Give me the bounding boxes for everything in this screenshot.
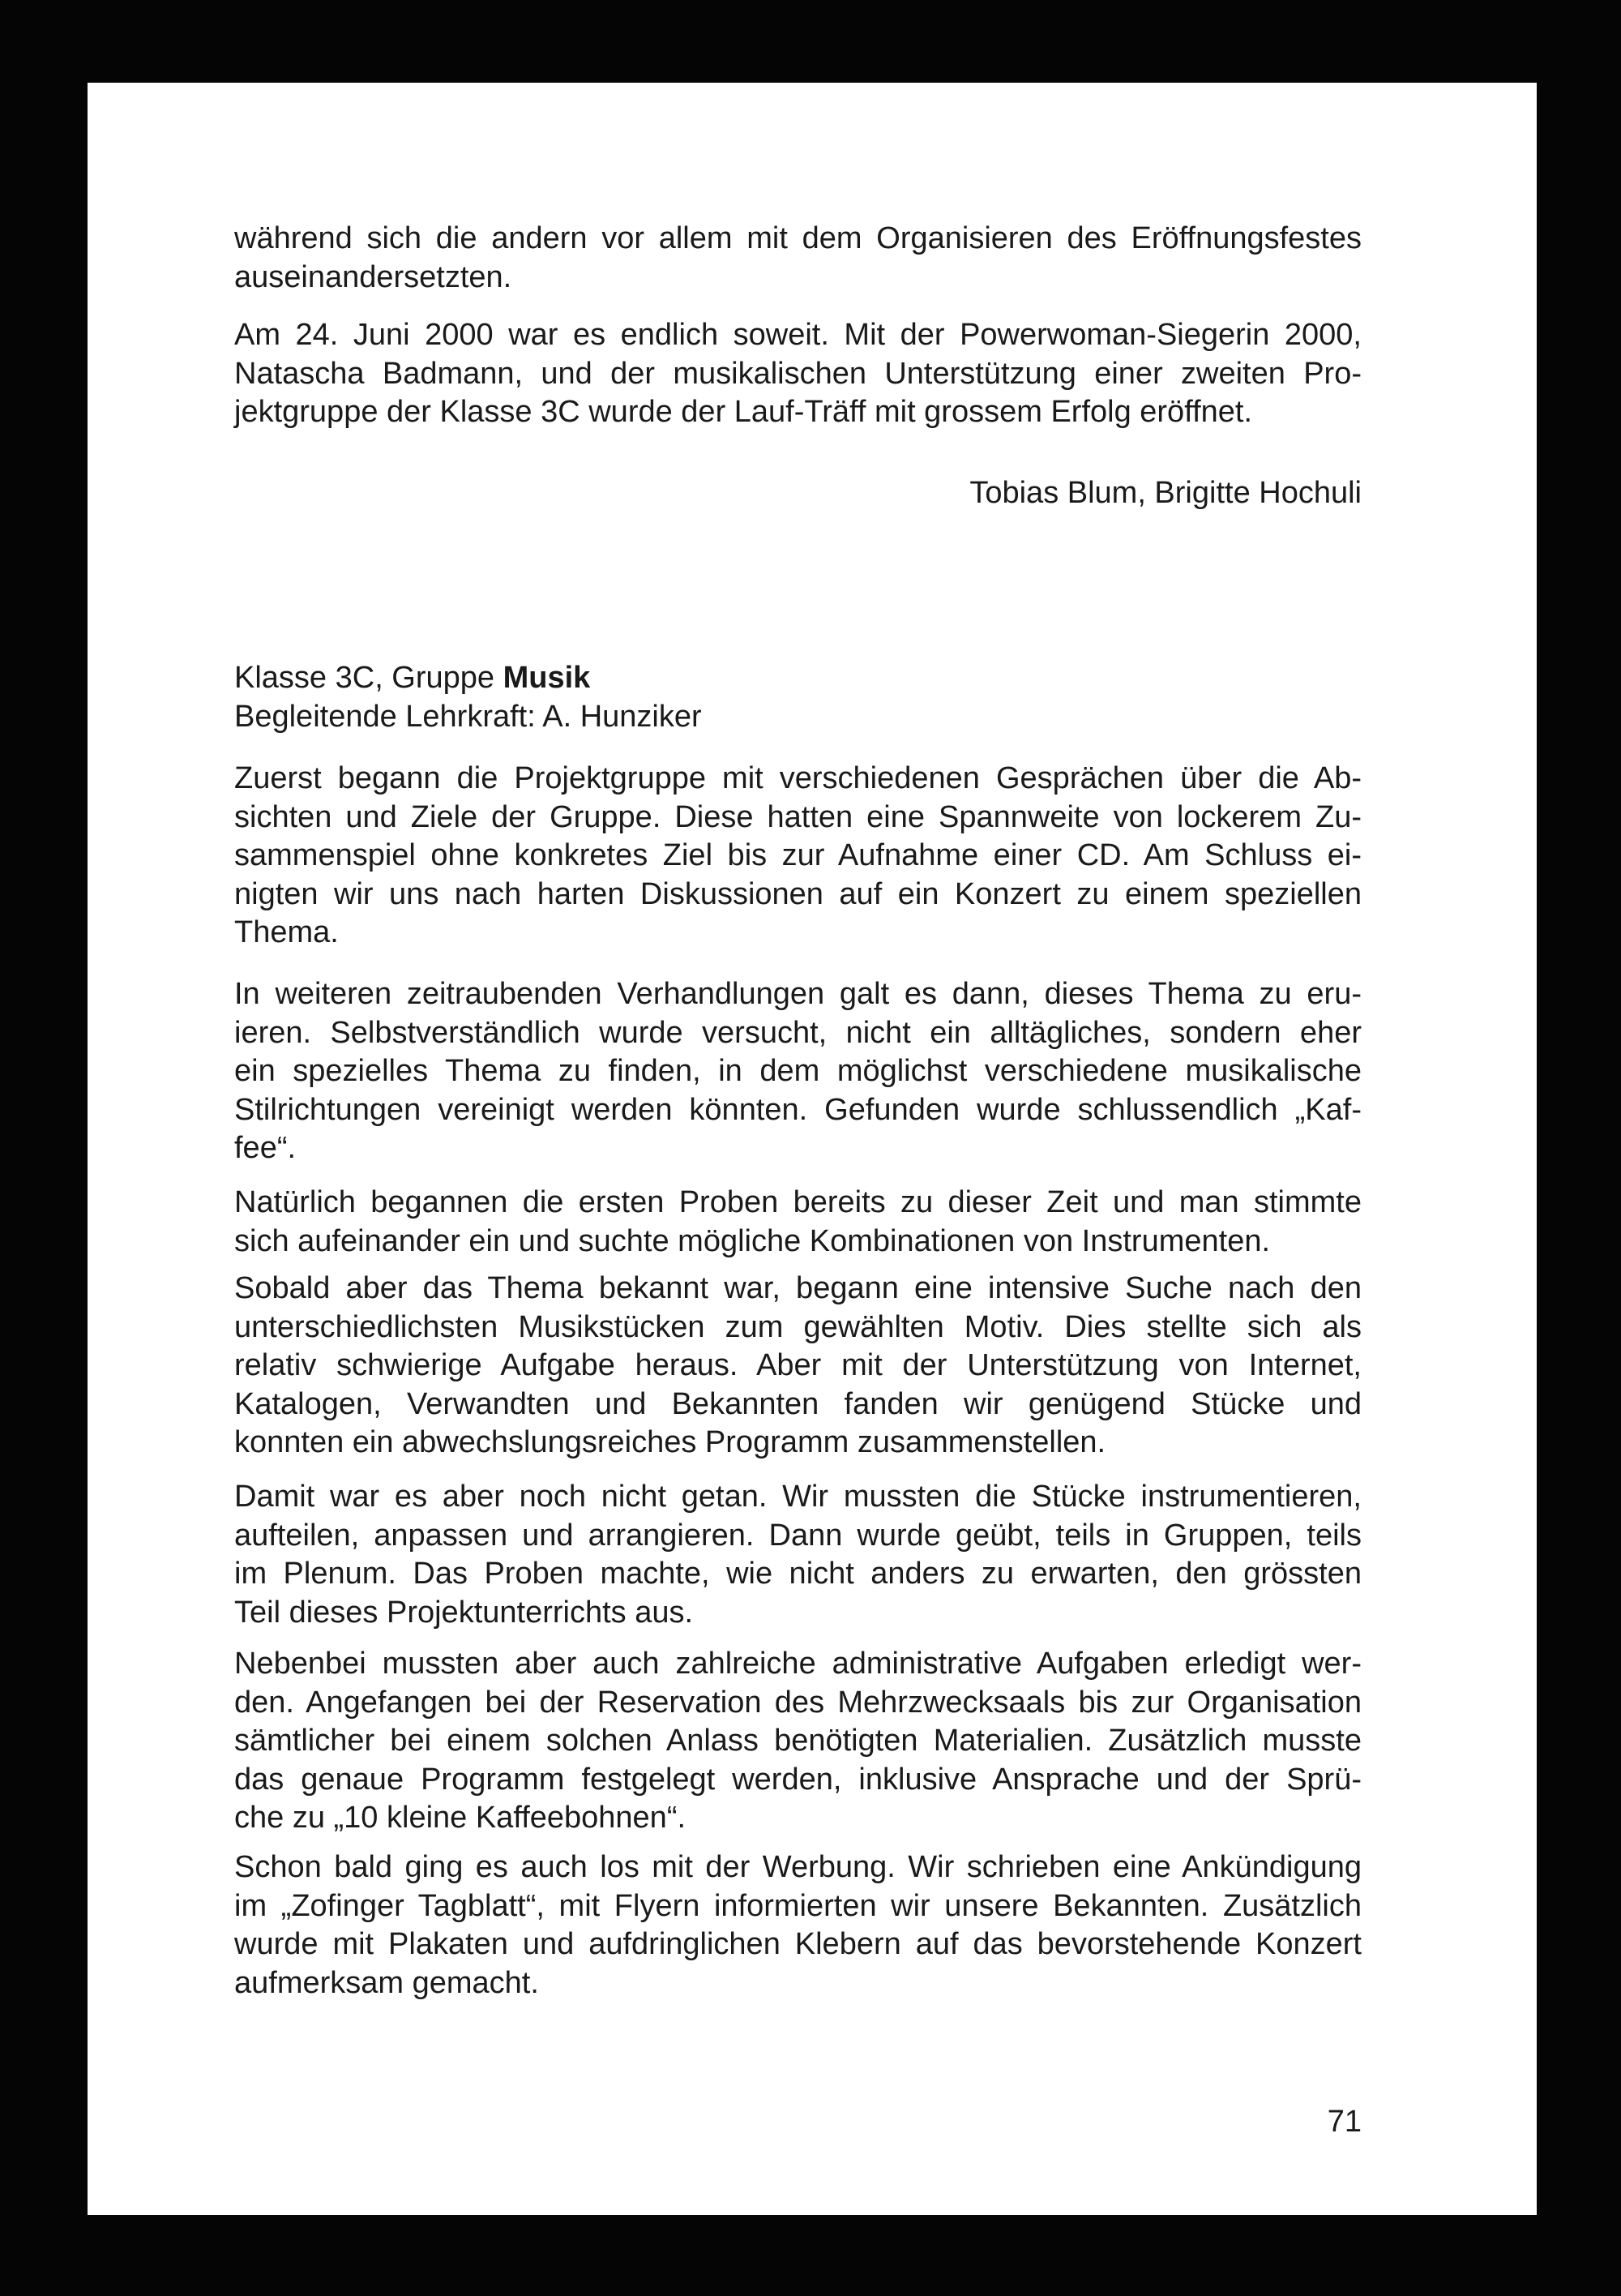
text-line: Am 24. Juni 2000 war es endlich soweit. Mit der Powerwoman-Siegerin 2000, bbox=[234, 318, 1362, 352]
page-number bbox=[234, 2103, 1362, 2142]
text-line: im „Zofinger Tagblatt“, mit Flyern informierten wir unsere Bekannten. Zusätzlich bbox=[234, 1888, 1362, 1923]
text-line: ein spezielles Thema zu finden, in dem möglichst verschiedene musikalische bbox=[234, 1054, 1362, 1088]
text-line: Nebenbei mussten aber auch zahlreiche administrative Aufgaben erledigt wer- bbox=[234, 1647, 1362, 1681]
text-line: Teil dieses Projektunterrichts aus. bbox=[234, 1595, 694, 1630]
text-line: den. Angefangen bei der Reservation des Mehrzwecksaals bis zur Organisation bbox=[234, 1685, 1362, 1720]
text-line: sammenspiel ohne konkretes Ziel bis zur Aufnahme einer CD. Am Schluss ei- bbox=[234, 838, 1362, 872]
text-line: Katalogen, Verwandten und Bekannten fanden wir genügend Stücke und bbox=[234, 1386, 1362, 1421]
text-line: Thema. bbox=[234, 915, 339, 949]
section-title-bold: Musik bbox=[503, 661, 591, 695]
section-title-prefix: Klasse 3C, Gruppe bbox=[234, 661, 503, 695]
text-line: Damit war es aber noch nicht getan. Wir mussten die Stücke instrumentieren, bbox=[234, 1480, 1362, 1514]
paragraph-intro-2 bbox=[234, 316, 1362, 432]
paragraph bbox=[234, 760, 1362, 953]
text-line: aufteilen, anpassen und arrangieren. Dann wurde geübt, teils in Gruppen, teils bbox=[234, 1518, 1362, 1553]
text-line: sichten und Ziele der Gruppe. Diese hatten eine Spannweite von lockerem Zu- bbox=[234, 799, 1362, 834]
text-line: che zu „10 kleine Kaffeebohnen“. bbox=[234, 1801, 686, 1835]
text-line: fee“. bbox=[234, 1131, 297, 1165]
signature-text: Tobias Blum, Brigitte Hochuli bbox=[969, 476, 1362, 510]
text-line: unterschiedlichsten Musikstücken zum gewählten Motiv. Dies stellte sich als bbox=[234, 1309, 1362, 1344]
text-line: Natascha Badmann, und der musikalischen Unterstützung einer zweiten Pro- bbox=[234, 356, 1362, 391]
teacher-line: Begleitende Lehrkraft: A. Hunziker bbox=[234, 699, 702, 734]
text-line: ieren. Selbstverständlich wurde versucht, nicht ein alltägliches, sondern eher bbox=[234, 1015, 1362, 1050]
text-line: jektgruppe der Klasse 3C wurde der Lauf-Träff mit grossem Erfolg eröffnet. bbox=[234, 395, 1253, 429]
page-number-text: 71 bbox=[1327, 2105, 1362, 2139]
section-title bbox=[234, 659, 1362, 698]
paragraph bbox=[234, 1478, 1362, 1632]
paragraph bbox=[234, 1645, 1362, 1838]
paragraph-intro-1 bbox=[234, 220, 1362, 297]
text-line: nigten wir uns nach harten Diskussionen auf ein Konzert zu einem speziellen bbox=[234, 876, 1362, 911]
text-line: Zuerst begann die Projektgruppe mit verschiedenen Gesprächen über die Ab- bbox=[234, 761, 1362, 795]
text-line: sich aufeinander ein und suchte mögliche Kombinationen von Instrumenten. bbox=[234, 1223, 1271, 1258]
text-line: aufmerksam gemacht. bbox=[234, 1965, 539, 2000]
text-line: das genaue Programm festgelegt werden, inklusive Ansprache und der Sprü- bbox=[234, 1762, 1362, 1797]
paragraph bbox=[234, 1184, 1362, 1261]
paragraph bbox=[234, 1270, 1362, 1463]
text-line: auseinandersetzten. bbox=[234, 259, 512, 294]
paragraph bbox=[234, 1848, 1362, 2003]
text-line: sämtlicher bei einem solchen Anlass benötigten Materialien. Zusätzlich musste bbox=[234, 1724, 1362, 1758]
paragraph bbox=[234, 975, 1362, 1168]
text-line: während sich die andern vor allem mit dem Organisieren des Eröffnungsfestes bbox=[234, 221, 1362, 255]
text-line: wurde mit Plakaten und aufdringlichen Klebern auf das bevorstehende Konzert bbox=[234, 1927, 1362, 1961]
text-line: In weiteren zeitraubenden Verhandlungen galt es dann, dieses Thema zu eru- bbox=[234, 977, 1362, 1011]
text-line: Schon bald ging es auch los mit der Werbung. Wir schrieben eine Ankündigung bbox=[234, 1850, 1362, 1884]
text-line: Sobald aber das Thema bekannt war, begann eine intensive Suche nach den bbox=[234, 1271, 1362, 1305]
text-line: Natürlich begannen die ersten Proben bereits zu dieser Zeit und man stimmte bbox=[234, 1185, 1362, 1219]
text-line: Stilrichtungen vereinigt werden könnten. Gefunden wurde schlussendlich „Kaf- bbox=[234, 1092, 1362, 1127]
section-heading bbox=[234, 659, 1362, 736]
text-line: im Plenum. Das Proben machte, wie nicht anders zu erwarten, den grössten bbox=[234, 1557, 1362, 1591]
document-page bbox=[88, 83, 1537, 2215]
signature bbox=[234, 474, 1362, 513]
text-line: relativ schwierige Aufgabe heraus. Aber mit der Unterstützung von Internet, bbox=[234, 1348, 1362, 1382]
text-line: konnten ein abwechslungsreiches Programm zusammenstellen. bbox=[234, 1425, 1106, 1459]
